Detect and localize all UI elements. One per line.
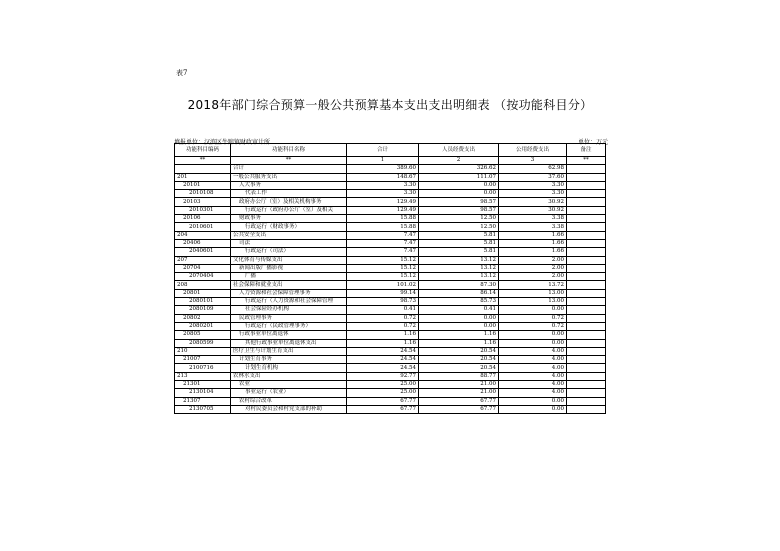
row-public: 30.92 (499, 206, 567, 214)
index-personnel: 2 (419, 157, 499, 165)
row-total: 389.60 (347, 165, 419, 173)
row-total: 67.77 (347, 397, 419, 405)
row-note (567, 339, 606, 347)
table-row (175, 289, 606, 297)
row-name: 一般公共服务支出 (231, 173, 347, 181)
row-personnel: 86.14 (419, 289, 499, 297)
row-code: 20801 (175, 289, 231, 297)
row-personnel: 111.07 (419, 173, 499, 181)
row-name: 行政运行（政府办公厅（室）及相关 (231, 206, 347, 214)
row-note (567, 248, 606, 256)
table-row (175, 231, 606, 239)
row-public: 2.00 (499, 273, 567, 281)
row-public: 0.72 (499, 314, 567, 322)
row-total: 24.54 (347, 364, 419, 372)
header-note: 备注 (567, 144, 606, 157)
row-total: 0.72 (347, 322, 419, 330)
row-name: 行政运行（财政事务） (231, 223, 347, 231)
row-code: 2010108 (175, 190, 231, 198)
index-note: ** (567, 157, 606, 165)
row-total: 7.47 (347, 231, 419, 239)
row-code: 2080109 (175, 306, 231, 314)
header-public: 公用经费支出 (499, 144, 567, 157)
row-note (567, 173, 606, 181)
row-personnel: 0.00 (419, 181, 499, 189)
row-total: 7.47 (347, 248, 419, 256)
row-note (567, 298, 606, 306)
row-personnel: 21.00 (419, 381, 499, 389)
row-note (567, 331, 606, 339)
table-row (175, 322, 606, 330)
row-note (567, 206, 606, 214)
table-row (175, 248, 606, 256)
row-total: 67.77 (347, 405, 419, 413)
row-code: 2080101 (175, 298, 231, 306)
row-name: 文化体育与传媒支出 (231, 256, 347, 264)
row-code: 210 (175, 347, 231, 355)
row-name: 事业运行（农业） (231, 389, 347, 397)
row-code: 2070404 (175, 273, 231, 281)
row-note (567, 389, 606, 397)
row-note (567, 198, 606, 206)
row-name: 财政事务 (231, 215, 347, 223)
row-personnel: 0.00 (419, 190, 499, 198)
row-code: 20101 (175, 181, 231, 189)
row-personnel: 13.12 (419, 273, 499, 281)
row-code: 208 (175, 281, 231, 289)
row-public: 4.00 (499, 372, 567, 380)
row-code: 2100716 (175, 364, 231, 372)
row-code: 20103 (175, 198, 231, 206)
row-code: 204 (175, 231, 231, 239)
table-row (175, 306, 606, 314)
table-row (175, 331, 606, 339)
row-name: 农林水支出 (231, 372, 347, 380)
row-total: 7.47 (347, 239, 419, 247)
row-total: 24.54 (347, 347, 419, 355)
table-number-label: 表7 (176, 69, 188, 77)
row-total: 15.12 (347, 273, 419, 281)
row-note (567, 239, 606, 247)
row-public: 1.66 (499, 248, 567, 256)
table-row (175, 397, 606, 405)
table-row (175, 364, 606, 372)
row-personnel: 5.81 (419, 231, 499, 239)
row-total: 3.30 (347, 181, 419, 189)
row-note (567, 397, 606, 405)
row-total: 101.02 (347, 281, 419, 289)
row-name: 医疗卫生与计划生育支出 (231, 347, 347, 355)
header-code: 功能科目编码 (175, 144, 231, 157)
table-row (175, 165, 606, 173)
table-row (175, 264, 606, 272)
row-public: 1.66 (499, 239, 567, 247)
row-name: 新闻出版广播影视 (231, 264, 347, 272)
table-row (175, 173, 606, 181)
row-personnel: 13.12 (419, 264, 499, 272)
header-total: 合计 (347, 144, 419, 157)
row-public: 4.00 (499, 356, 567, 364)
row-code: 201 (175, 173, 231, 181)
row-note (567, 190, 606, 198)
row-code: 20106 (175, 215, 231, 223)
row-personnel: 98.57 (419, 198, 499, 206)
row-name: 社会保险经办机构 (231, 306, 347, 314)
row-total: 3.30 (347, 190, 419, 198)
row-note (567, 231, 606, 239)
row-name: 社会保障和就业支出 (231, 281, 347, 289)
row-name: 公共安全支出 (231, 231, 347, 239)
row-public: 3.30 (499, 190, 567, 198)
row-code (175, 165, 231, 173)
table-row (175, 223, 606, 231)
row-public: 0.00 (499, 405, 567, 413)
row-personnel: 67.77 (419, 405, 499, 413)
row-note (567, 165, 606, 173)
table-row (175, 381, 606, 389)
header-personnel: 人员经费支出 (419, 144, 499, 157)
row-public: 0.00 (499, 306, 567, 314)
row-public: 3.38 (499, 223, 567, 231)
row-code: 20406 (175, 239, 231, 247)
row-personnel: 67.77 (419, 397, 499, 405)
row-note (567, 281, 606, 289)
row-public: 3.30 (499, 181, 567, 189)
row-personnel: 85.73 (419, 298, 499, 306)
row-total: 15.88 (347, 223, 419, 231)
row-name: 政府办公厅（室）及相关机构事务 (231, 198, 347, 206)
row-personnel: 0.00 (419, 314, 499, 322)
row-name: 农业 (231, 381, 347, 389)
table-row (175, 356, 606, 364)
row-name: 其他行政事业单位离退休支出 (231, 339, 347, 347)
row-public: 4.00 (499, 381, 567, 389)
index-name: ** (231, 157, 347, 165)
row-total: 92.77 (347, 372, 419, 380)
row-public: 13.72 (499, 281, 567, 289)
row-name: 计划生育事务 (231, 356, 347, 364)
table-row (175, 190, 606, 198)
row-public: 0.00 (499, 397, 567, 405)
row-personnel: 13.12 (419, 256, 499, 264)
row-name: 行政运行（民政管理事务） (231, 322, 347, 330)
table-row (175, 256, 606, 264)
row-code: 21007 (175, 356, 231, 364)
table-row (175, 206, 606, 214)
row-name: 代表工作 (231, 190, 347, 198)
row-note (567, 264, 606, 272)
row-personnel: 98.57 (419, 206, 499, 214)
table-row (175, 389, 606, 397)
row-name: 人大事务 (231, 181, 347, 189)
row-note (567, 181, 606, 189)
row-personnel: 0.00 (419, 322, 499, 330)
row-public: 0.00 (499, 339, 567, 347)
row-public: 2.00 (499, 256, 567, 264)
row-personnel: 20.54 (419, 364, 499, 372)
row-public: 0.00 (499, 331, 567, 339)
table-row (175, 273, 606, 281)
row-name: 人力资源和社会保障管理事务 (231, 289, 347, 297)
row-code: 2010601 (175, 223, 231, 231)
row-note (567, 347, 606, 355)
row-public: 13.00 (499, 298, 567, 306)
header-name: 功能科目名称 (231, 144, 347, 157)
row-personnel: 88.77 (419, 372, 499, 380)
row-code: 2010301 (175, 206, 231, 214)
row-personnel: 1.16 (419, 339, 499, 347)
row-code: 213 (175, 372, 231, 380)
table-row (175, 215, 606, 223)
row-public: 30.92 (499, 198, 567, 206)
row-personnel: 0.41 (419, 306, 499, 314)
row-personnel: 12.50 (419, 223, 499, 231)
row-public: 4.00 (499, 389, 567, 397)
row-total: 148.67 (347, 173, 419, 181)
row-public: 13.00 (499, 289, 567, 297)
currency-unit: 单位：万元 (577, 139, 608, 146)
table-row (175, 298, 606, 306)
row-total: 98.73 (347, 298, 419, 306)
row-note (567, 372, 606, 380)
table-row (175, 339, 606, 347)
row-personnel: 12.50 (419, 215, 499, 223)
row-public: 3.38 (499, 215, 567, 223)
row-code: 2040601 (175, 248, 231, 256)
header-row (175, 144, 606, 157)
row-name: 民政管理事务 (231, 314, 347, 322)
row-name: 计划生育机构 (231, 364, 347, 372)
row-total: 25.00 (347, 381, 419, 389)
index-code: ** (175, 157, 231, 165)
row-note (567, 215, 606, 223)
table-row (175, 181, 606, 189)
row-public: 1.66 (499, 231, 567, 239)
row-total: 0.41 (347, 306, 419, 314)
row-note (567, 223, 606, 231)
row-name: 对村民委员会和村党支部的补助 (231, 405, 347, 413)
row-public: 62.98 (499, 165, 567, 173)
row-code: 2130705 (175, 405, 231, 413)
row-code: 207 (175, 256, 231, 264)
row-public: 4.00 (499, 364, 567, 372)
row-total: 24.54 (347, 356, 419, 364)
row-code: 2080201 (175, 322, 231, 330)
row-personnel: 87.30 (419, 281, 499, 289)
reporting-unit: 填报单位：汉滨区牛蹄镇财政审计所 (174, 139, 271, 146)
row-total: 0.72 (347, 314, 419, 322)
row-code: 2130104 (175, 389, 231, 397)
row-total: 25.00 (347, 389, 419, 397)
row-note (567, 314, 606, 322)
row-name: 行政运行（司法） (231, 248, 347, 256)
row-code: 2080599 (175, 339, 231, 347)
row-name: 广播 (231, 273, 347, 281)
table-row (175, 347, 606, 355)
row-public: 37.60 (499, 173, 567, 181)
row-note (567, 405, 606, 413)
row-note (567, 356, 606, 364)
row-name: 合计 (231, 165, 347, 173)
row-code: 21307 (175, 397, 231, 405)
row-public: 2.00 (499, 264, 567, 272)
row-personnel: 1.16 (419, 331, 499, 339)
index-total: 1 (347, 157, 419, 165)
row-name: 司法 (231, 239, 347, 247)
row-code: 21301 (175, 381, 231, 389)
expenditure-table (174, 143, 606, 414)
index-row (175, 157, 606, 165)
row-note (567, 256, 606, 264)
row-personnel: 5.81 (419, 248, 499, 256)
row-name: 行政事业单位离退休 (231, 331, 347, 339)
table-row (175, 405, 606, 413)
row-note (567, 322, 606, 330)
row-total: 1.16 (347, 331, 419, 339)
row-note (567, 306, 606, 314)
row-code: 20802 (175, 314, 231, 322)
table-row (175, 198, 606, 206)
row-personnel: 326.62 (419, 165, 499, 173)
row-code: 20805 (175, 331, 231, 339)
row-name: 行政运行（人力资源和社会保障管理 (231, 298, 347, 306)
row-note (567, 364, 606, 372)
row-note (567, 273, 606, 281)
row-total: 129.49 (347, 198, 419, 206)
table-row (175, 372, 606, 380)
table-row (175, 314, 606, 322)
row-total: 1.16 (347, 339, 419, 347)
row-personnel: 20.54 (419, 347, 499, 355)
row-personnel: 21.00 (419, 389, 499, 397)
row-total: 15.12 (347, 264, 419, 272)
table-row (175, 239, 606, 247)
row-public: 0.72 (499, 322, 567, 330)
row-personnel: 20.54 (419, 356, 499, 364)
row-total: 129.49 (347, 206, 419, 214)
table-row (175, 281, 606, 289)
row-personnel: 5.81 (419, 239, 499, 247)
row-name: 农村综合改革 (231, 397, 347, 405)
row-code: 20704 (175, 264, 231, 272)
row-note (567, 381, 606, 389)
row-note (567, 289, 606, 297)
page-title: 2018年部门综合预算一般公共预算基本支出支出明细表 （按功能科目分） (187, 98, 593, 112)
row-total: 99.14 (347, 289, 419, 297)
row-total: 15.12 (347, 256, 419, 264)
row-total: 15.88 (347, 215, 419, 223)
index-public: 3 (499, 157, 567, 165)
row-public: 4.00 (499, 347, 567, 355)
